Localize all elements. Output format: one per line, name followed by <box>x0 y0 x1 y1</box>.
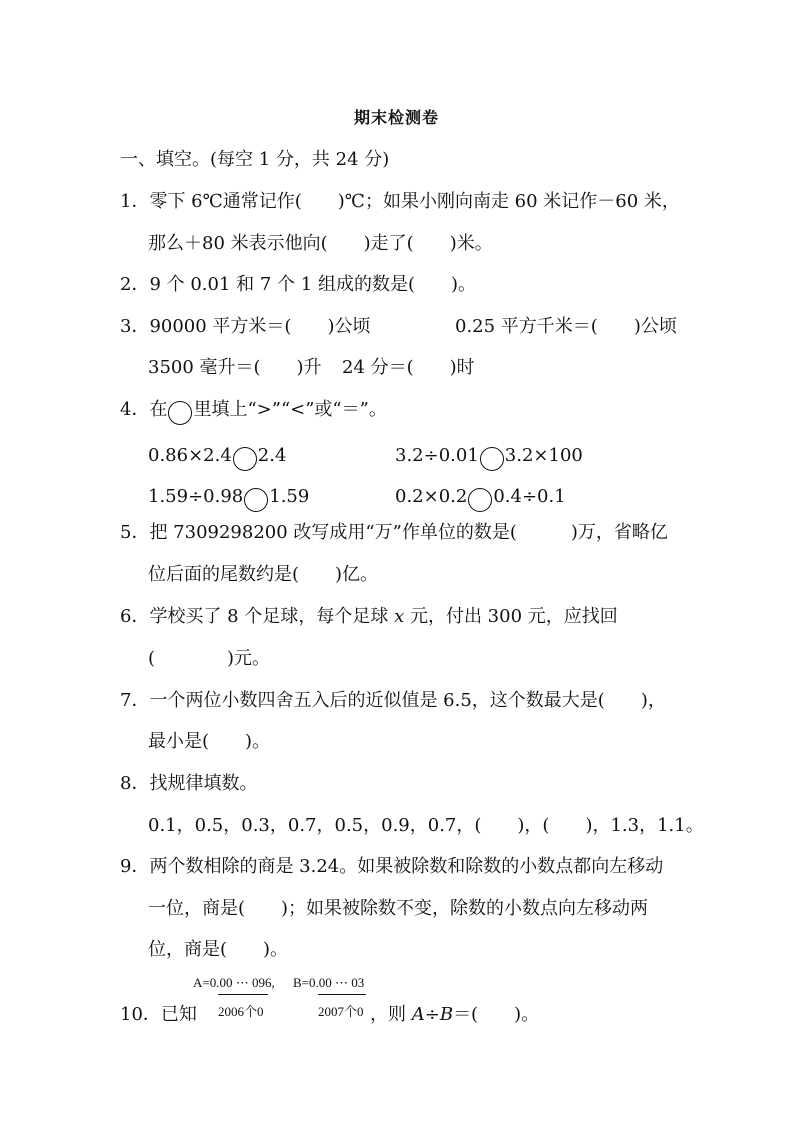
page-title: 期末检测卷 <box>353 108 439 127</box>
question-6-line-2: ( )元。 <box>148 648 271 669</box>
q4-expr-right: 2.4 <box>257 445 287 466</box>
q4-expr-left: 0.2×0.2 <box>395 486 468 507</box>
question-7-line-2: 最小是( )。 <box>148 731 271 752</box>
q4-expr-right: 3.2×100 <box>504 445 583 466</box>
question-10-pre: 10．已知 <box>120 1004 197 1025</box>
question-7-line-1: 7．一个两位小数四舍五入后的近似值是 6.5，这个数最大是( )， <box>120 690 666 711</box>
q6-text-end: 元，付出 300 元，应找回 <box>404 606 618 627</box>
q4-expr-left: 3.2÷0.01 <box>395 445 479 466</box>
q10-expression-b: B=0.00 ⋯ 03 <box>293 975 365 990</box>
question-4-item-4 <box>395 485 566 512</box>
compare-circle-icon[interactable] <box>233 447 257 471</box>
question-1-line-1: 1．零下 6℃通常记作( )℃；如果小刚向南走 60 米记作－60 米， <box>120 191 680 212</box>
section-heading: 一、填空。(每空 1 分，共 24 分) <box>120 149 390 170</box>
q10-expression-a: A=0.00 ⋯ 096, <box>193 975 275 990</box>
compare-circle-icon[interactable] <box>468 488 492 512</box>
q10-variable-a: A <box>411 1004 425 1025</box>
q4-expr-left: 1.59÷0.98 <box>148 486 244 507</box>
q10-text-end: ＝( )。 <box>453 1004 540 1025</box>
question-3-a: 3．90000 平方米＝( )公顷 <box>120 316 371 337</box>
q10-underbrace-b <box>318 994 366 995</box>
question-5-line-2: 位后面的尾数约是( )亿。 <box>148 564 379 585</box>
q10-zero-count-b: 2007个0 <box>318 1004 364 1019</box>
q10-divide: ÷ <box>424 1004 440 1025</box>
question-3-b: 0.25 平方千米＝( )公顷 <box>455 316 677 337</box>
compare-circle-icon[interactable] <box>480 447 504 471</box>
q4-expr-left: 0.86×2.4 <box>148 445 232 466</box>
question-5-line-1: 5．把 7309298200 改写成用“万”作单位的数是( )万，省略亿 <box>120 522 668 543</box>
q4-expr-right: 1.59 <box>269 486 310 507</box>
q6-text: 6．学校买了 8 个足球，每个足球 <box>120 606 395 627</box>
q6-variable: x <box>394 606 405 627</box>
question-10-post <box>370 1003 539 1027</box>
q10-underbrace-a <box>218 994 268 995</box>
question-3-d: 24 分＝( )时 <box>342 357 475 378</box>
q4-pre: 4．在 <box>120 399 168 420</box>
q4-post: 里填上“>”“<”或“＝”。 <box>193 399 387 420</box>
question-9-line-1: 9．两个数相除的商是 3.24。如果被除数和除数的小数点都向左移动 <box>120 856 664 877</box>
compare-circle-icon <box>168 401 192 425</box>
question-8-line-2: 0.1，0.5，0.3，0.7，0.5，0.9，0.7，( )，( )，1.3，1.1。 <box>148 815 704 836</box>
q4-expr-right: 0.4÷0.1 <box>493 486 566 507</box>
question-4-instruction <box>120 398 387 425</box>
question-9-line-2: 一位，商是( )；如果被除数不变，除数的小数点向左移动两 <box>148 898 649 919</box>
q10-text: ，则 <box>370 1004 412 1025</box>
q10-variable-b: B <box>439 1004 454 1025</box>
question-9-line-3: 位，商是( )。 <box>148 939 289 960</box>
question-8-line-1: 8．找规律填数。 <box>120 773 258 794</box>
question-1-line-2: 那么＋80 米表示他向( )走了( )米。 <box>148 233 493 254</box>
question-3-c: 3500 毫升＝( )升 <box>148 357 322 378</box>
compare-circle-icon[interactable] <box>244 488 268 512</box>
question-4-item-1 <box>148 444 286 471</box>
q10-zero-count-a: 2006个0 <box>218 1004 264 1019</box>
question-4-item-3 <box>148 485 309 512</box>
question-2: 2．9 个 0.01 和 7 个 1 组成的数是( )。 <box>120 274 476 295</box>
question-4-item-2 <box>395 444 583 471</box>
question-6-line-1 <box>120 605 618 629</box>
